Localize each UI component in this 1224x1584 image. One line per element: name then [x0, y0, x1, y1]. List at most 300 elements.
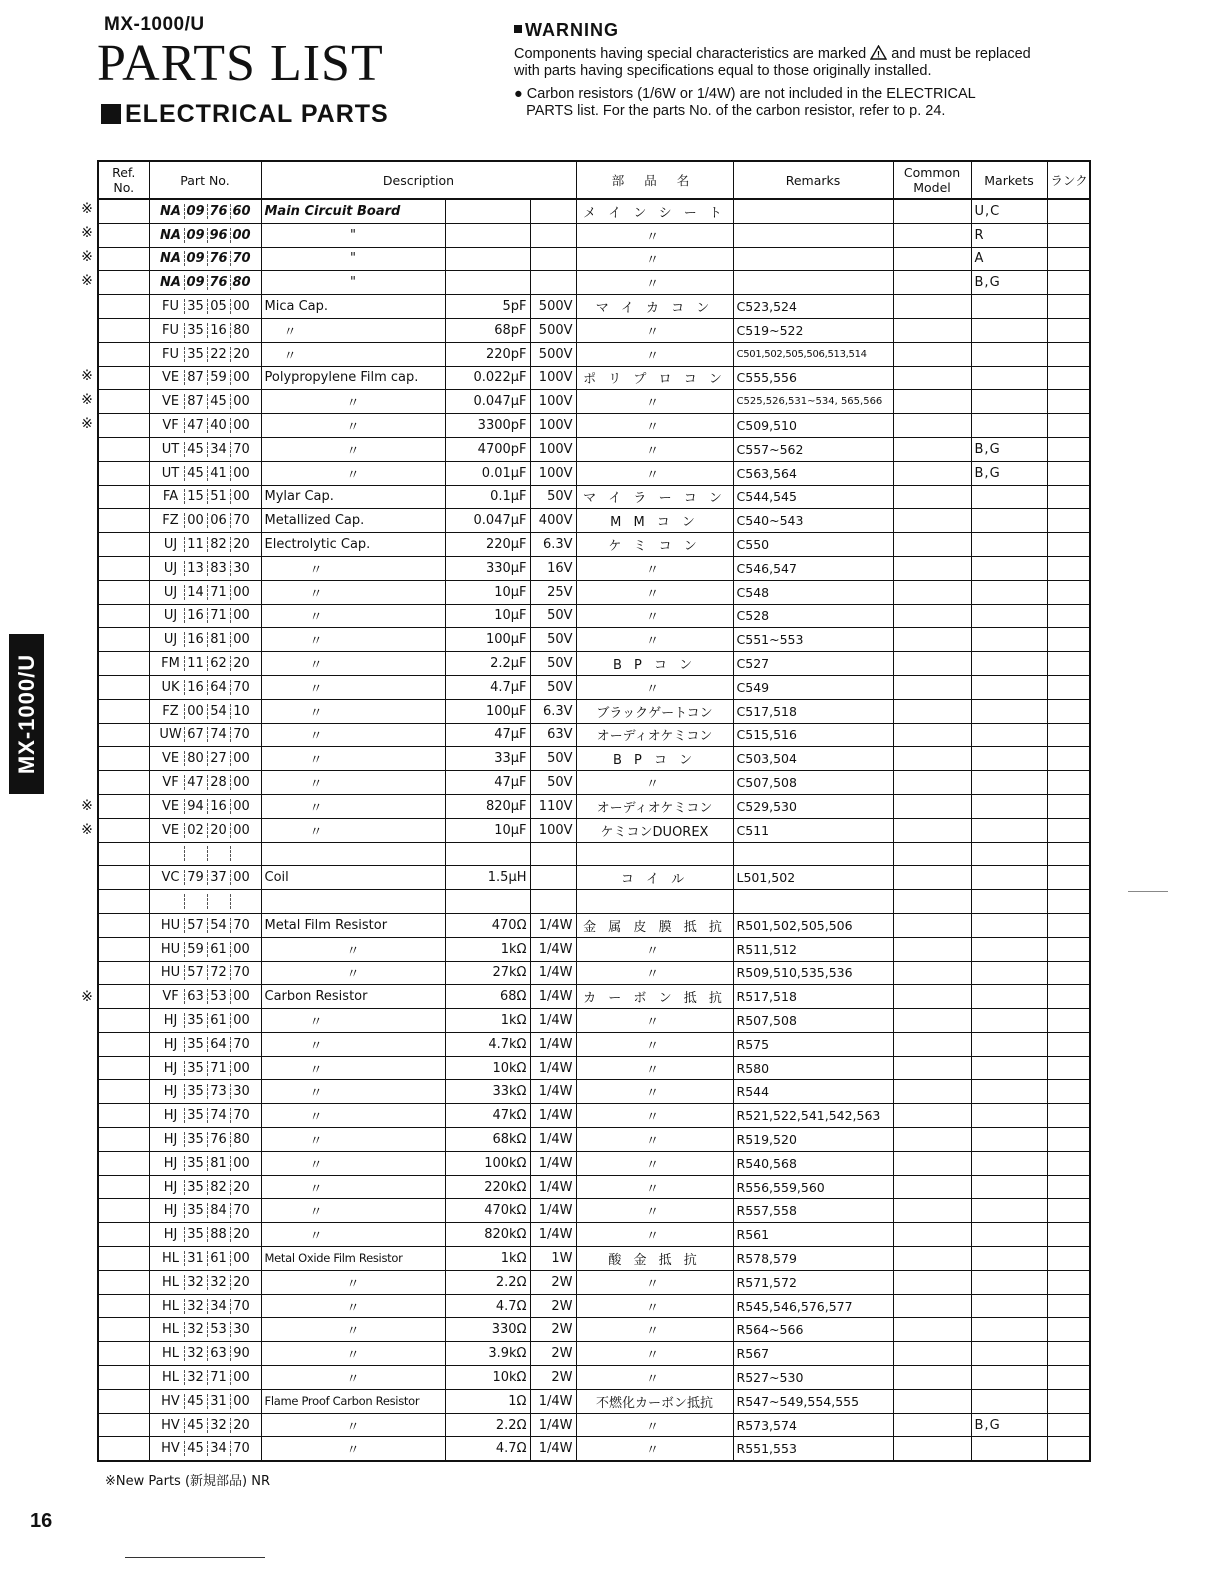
ref-cell: [98, 723, 149, 747]
rating: 1/4W: [530, 1009, 576, 1033]
col-part: Part No.: [149, 161, 261, 199]
table-row: [98, 366, 1090, 390]
description: 〃: [261, 1175, 445, 1199]
value: [445, 247, 530, 271]
warning-heading-text: WARNING: [525, 20, 619, 40]
remarks: [733, 271, 893, 295]
common-model: [893, 1223, 971, 1247]
part-number-segment: 34: [207, 1299, 230, 1314]
markets: [971, 675, 1047, 699]
japanese-name: 〃: [576, 556, 733, 580]
rank: [1047, 580, 1090, 604]
part-number-segment: 02: [184, 823, 207, 838]
part-number-segment: 76: [207, 204, 230, 219]
part-number-segment: 61: [207, 1251, 230, 1266]
part-number: [149, 794, 261, 818]
part-number: [149, 842, 261, 866]
remarks: R580: [733, 1056, 893, 1080]
value: [445, 842, 530, 866]
markets: [971, 556, 1047, 580]
japanese-name: 〃: [576, 1270, 733, 1294]
common-model: [893, 509, 971, 533]
markets: B,G: [971, 437, 1047, 461]
description: Metal Film Resistor: [261, 913, 445, 937]
value: 10kΩ: [445, 1366, 530, 1390]
common-model: [893, 1199, 971, 1223]
part-number-segment: VF: [162, 418, 179, 434]
part-number-segment: 00: [230, 823, 253, 838]
part-number-segment: HL: [161, 1274, 180, 1290]
markets: [971, 937, 1047, 961]
part-number-segment: 70: [230, 918, 253, 933]
japanese-name: ケミコンDUOREX: [576, 818, 733, 842]
rating: 50V: [530, 485, 576, 509]
part-number: [149, 1223, 261, 1247]
rank: [1047, 842, 1090, 866]
table-row: [98, 461, 1090, 485]
part-number-segment: 20: [230, 1180, 253, 1195]
part-number-segment: VF: [162, 775, 179, 791]
description: 〃: [261, 1318, 445, 1342]
part-number: [149, 1342, 261, 1366]
japanese-name: 〃: [576, 604, 733, 628]
common-model: [893, 1104, 971, 1128]
remarks: R509,510,535,536: [733, 961, 893, 985]
square-bullet-icon: [101, 104, 121, 124]
remarks: [733, 890, 893, 914]
japanese-name: 〃: [576, 771, 733, 795]
part-number-segment: 35: [184, 1013, 207, 1028]
japanese-name: 〃: [576, 1294, 733, 1318]
description: ": [261, 247, 445, 271]
markets: [971, 1199, 1047, 1223]
part-number-segment: 31: [207, 1394, 230, 1409]
new-part-mark: ※: [81, 368, 93, 385]
ref-cell: [98, 1318, 149, 1342]
ref-cell: [98, 199, 149, 223]
rating: [530, 199, 576, 223]
remarks: R557,558: [733, 1199, 893, 1223]
description: 〃: [261, 1270, 445, 1294]
parts-table: [97, 160, 1091, 1462]
rank: [1047, 699, 1090, 723]
japanese-name: 〃: [576, 1437, 733, 1461]
japanese-name: 〃: [576, 1199, 733, 1223]
part-number-segment: [158, 846, 184, 861]
ref-cell: [98, 509, 149, 533]
value: 0.022μF: [445, 366, 530, 390]
rank: [1047, 1294, 1090, 1318]
rating: 500V: [530, 295, 576, 319]
part-number-segment: 00: [230, 632, 253, 647]
description: 〃: [261, 390, 445, 414]
part-number-segment: HV: [161, 1441, 180, 1457]
col-jp: 部 品 名: [576, 161, 733, 199]
part-number: [149, 961, 261, 985]
table-row: [98, 1104, 1090, 1128]
part-number-segment: 15: [184, 489, 207, 504]
rating: 50V: [530, 652, 576, 676]
japanese-name: [576, 842, 733, 866]
rank: [1047, 1056, 1090, 1080]
description: [261, 842, 445, 866]
remarks: C509,510: [733, 414, 893, 438]
value: 2.2μF: [445, 652, 530, 676]
table-row: [98, 414, 1090, 438]
warning-triangle-icon: [870, 45, 887, 60]
footnote: ※New Parts (新規部品) NR: [105, 1474, 270, 1489]
table-row: [98, 604, 1090, 628]
part-number-segment: NA: [160, 251, 181, 267]
rating: 100V: [530, 461, 576, 485]
part-number-segment: 76: [207, 275, 230, 290]
part-number-segment: 27: [207, 751, 230, 766]
table-row: [98, 1437, 1090, 1461]
common-model: [893, 580, 971, 604]
rank: [1047, 1199, 1090, 1223]
description: 〃: [261, 818, 445, 842]
part-number-segment: HJ: [163, 1108, 178, 1124]
part-number-segment: 16: [207, 799, 230, 814]
part-number: [149, 437, 261, 461]
part-number-segment: 35: [184, 299, 207, 314]
part-number: [149, 556, 261, 580]
markets: U,C: [971, 199, 1047, 223]
table-row: [98, 1032, 1090, 1056]
part-number-segment: HV: [161, 1417, 180, 1433]
remarks: R517,518: [733, 985, 893, 1009]
remarks: R501,502,505,506: [733, 913, 893, 937]
markets: [971, 414, 1047, 438]
part-number-segment: 20: [207, 823, 230, 838]
part-number-segment: HJ: [163, 1036, 178, 1052]
square-bullet-icon: [514, 25, 522, 33]
rank: [1047, 223, 1090, 247]
remarks: C511: [733, 818, 893, 842]
part-number: [149, 866, 261, 890]
ref-cell: [98, 937, 149, 961]
ref-cell: [98, 747, 149, 771]
ref-cell: [98, 961, 149, 985]
value: 33kΩ: [445, 1080, 530, 1104]
part-number: [149, 366, 261, 390]
rating: [530, 842, 576, 866]
part-number-segment: 28: [207, 775, 230, 790]
warning-heading: [514, 20, 1084, 41]
common-model: [893, 414, 971, 438]
japanese-name: メ イ ン シ ー ト: [576, 199, 733, 223]
part-number-segment: 00: [230, 394, 253, 409]
part-number: [149, 771, 261, 795]
col-markets: Markets: [971, 161, 1047, 199]
rank: [1047, 1223, 1090, 1247]
part-number-segment: 53: [207, 1322, 230, 1337]
description: 〃: [261, 1032, 445, 1056]
rank: [1047, 1080, 1090, 1104]
part-number-segment: FM: [161, 656, 180, 672]
table-row: [98, 771, 1090, 795]
value: 820kΩ: [445, 1223, 530, 1247]
part-number-segment: 70: [230, 1037, 253, 1052]
ref-cell: [98, 1366, 149, 1390]
ref-cell: [98, 271, 149, 295]
part-number-segment: 64: [207, 1037, 230, 1052]
part-number-segment: 20: [230, 347, 253, 362]
table-row: [98, 1270, 1090, 1294]
rating: 2W: [530, 1342, 576, 1366]
ref-cell: [98, 1223, 149, 1247]
part-number-segment: 20: [230, 1418, 253, 1433]
part-number-segment: 45: [184, 1441, 207, 1456]
common-model: [893, 1056, 971, 1080]
part-number-segment: 31: [184, 1251, 207, 1266]
description: 〃: [261, 1009, 445, 1033]
common-model: [893, 675, 971, 699]
table-row: [98, 675, 1090, 699]
japanese-name: 〃: [576, 1128, 733, 1152]
rating: [530, 223, 576, 247]
part-number-segment: 59: [184, 942, 207, 957]
part-number-segment: 00: [230, 228, 253, 243]
part-number: [149, 485, 261, 509]
rating: 100V: [530, 437, 576, 461]
part-number-segment: 70: [230, 965, 253, 980]
part-number: [149, 509, 261, 533]
part-number-segment: 90: [230, 1346, 253, 1361]
part-number-segment: 61: [207, 1013, 230, 1028]
table-row: [98, 1175, 1090, 1199]
description: 〃: [261, 556, 445, 580]
part-number-segment: 71: [207, 585, 230, 600]
rating: 100V: [530, 414, 576, 438]
description: 〃: [261, 318, 445, 342]
value: 68Ω: [445, 985, 530, 1009]
part-number-segment: 00: [230, 1370, 253, 1385]
description: 〃: [261, 675, 445, 699]
part-number-segment: [207, 894, 230, 909]
part-number-segment: 35: [184, 1180, 207, 1195]
japanese-name: 〃: [576, 342, 733, 366]
part-number-segment: FU: [162, 346, 179, 362]
part-number-segment: 63: [207, 1346, 230, 1361]
ref-cell: [98, 1389, 149, 1413]
ref-cell: [98, 485, 149, 509]
common-model: [893, 437, 971, 461]
table-row: [98, 1389, 1090, 1413]
japanese-name: 〃: [576, 414, 733, 438]
part-number-segment: 51: [207, 489, 230, 504]
description: 〃: [261, 1437, 445, 1461]
table-row: [98, 1009, 1090, 1033]
markets: [971, 1389, 1047, 1413]
rank: [1047, 556, 1090, 580]
table-row: [98, 390, 1090, 414]
divider: [1128, 891, 1168, 892]
part-number-segment: UJ: [163, 537, 178, 553]
ref-cell: [98, 1009, 149, 1033]
value: 10kΩ: [445, 1056, 530, 1080]
ref-cell: [98, 1199, 149, 1223]
common-model: [893, 485, 971, 509]
common-model: [893, 271, 971, 295]
table-row: [98, 533, 1090, 557]
rank: [1047, 961, 1090, 985]
ref-cell: [98, 675, 149, 699]
remarks: R507,508: [733, 1009, 893, 1033]
markets: [971, 1437, 1047, 1461]
part-number-segment: 37: [207, 870, 230, 885]
remarks: C525,526,531~534, 565,566: [733, 390, 893, 414]
part-number-segment: 62: [207, 656, 230, 671]
remarks: [733, 842, 893, 866]
value: 0.01μF: [445, 461, 530, 485]
ref-cell: [98, 342, 149, 366]
part-number-segment: 70: [230, 1203, 253, 1218]
part-number-segment: 45: [184, 1394, 207, 1409]
new-part-mark: ※: [81, 391, 93, 408]
part-number-segment: 00: [230, 299, 253, 314]
part-number-segment: 20: [230, 537, 253, 552]
ref-cell: [98, 652, 149, 676]
ref-cell: [98, 1413, 149, 1437]
col-ref: Ref. No.: [98, 161, 149, 199]
part-number: [149, 1437, 261, 1461]
part-number-segment: 35: [184, 1084, 207, 1099]
ref-cell: [98, 842, 149, 866]
part-number-segment: HV: [161, 1393, 180, 1409]
part-number-segment: HU: [160, 941, 181, 957]
markets: [971, 318, 1047, 342]
rank: [1047, 509, 1090, 533]
part-number-segment: HJ: [163, 1084, 178, 1100]
table-row: [98, 1080, 1090, 1104]
rating: [530, 271, 576, 295]
part-number-segment: 09: [184, 275, 207, 290]
part-number: [149, 604, 261, 628]
part-number-segment: 54: [207, 704, 230, 719]
table-row: [98, 223, 1090, 247]
part-number-segment: 20: [230, 1275, 253, 1290]
japanese-name: ポ リ プ ロ コ ン: [576, 366, 733, 390]
part-number-segment: UJ: [163, 608, 178, 624]
part-number-segment: 34: [207, 442, 230, 457]
description: 〃: [261, 1366, 445, 1390]
rank: [1047, 247, 1090, 271]
part-number-segment: 71: [207, 608, 230, 623]
ref-cell: [98, 985, 149, 1009]
japanese-name: 〃: [576, 1366, 733, 1390]
part-number: [149, 1009, 261, 1033]
part-number-segment: 81: [207, 632, 230, 647]
common-model: [893, 699, 971, 723]
remarks: C555,556: [733, 366, 893, 390]
part-number-segment: 00: [230, 1061, 253, 1076]
remarks: C557~562: [733, 437, 893, 461]
rating: 1/4W: [530, 1151, 576, 1175]
description: 〃: [261, 461, 445, 485]
section-heading: [101, 100, 389, 129]
japanese-name: B P コ ン: [576, 747, 733, 771]
ref-cell: [98, 366, 149, 390]
table-row: [98, 818, 1090, 842]
part-number-segment: 81: [207, 1156, 230, 1171]
ref-cell: [98, 628, 149, 652]
markets: [971, 342, 1047, 366]
rank: [1047, 366, 1090, 390]
rank: [1047, 1175, 1090, 1199]
japanese-name: 〃: [576, 1080, 733, 1104]
value: 100kΩ: [445, 1151, 530, 1175]
markets: [971, 604, 1047, 628]
part-number-segment: 10: [230, 704, 253, 719]
part-number-segment: 45: [207, 394, 230, 409]
part-number-segment: 00: [230, 608, 253, 623]
common-model: [893, 771, 971, 795]
part-number-segment: 35: [184, 323, 207, 338]
value: 0.047μF: [445, 509, 530, 533]
rating: 50V: [530, 675, 576, 699]
description: Carbon Resistor: [261, 985, 445, 1009]
part-number-segment: 09: [184, 204, 207, 219]
part-number-segment: 14: [184, 585, 207, 600]
part-number-segment: [230, 894, 253, 909]
markets: [971, 533, 1047, 557]
common-model: [893, 461, 971, 485]
part-number-segment: 80: [230, 1132, 253, 1147]
value: 1kΩ: [445, 1009, 530, 1033]
table-row: [98, 1342, 1090, 1366]
value: 0.1μF: [445, 485, 530, 509]
common-model: [893, 913, 971, 937]
col-remarks: Remarks: [733, 161, 893, 199]
remarks: [733, 223, 893, 247]
description: 〃: [261, 723, 445, 747]
value: 0.047μF: [445, 390, 530, 414]
warning-bullet1: Carbon resistors (1/6W or 1/4W) are not included in the ELECTRICAL: [526, 86, 976, 102]
part-number-segment: 41: [207, 466, 230, 481]
part-number-segment: HL: [161, 1346, 180, 1362]
description: Electrolytic Cap.: [261, 533, 445, 557]
description: 〃: [261, 1342, 445, 1366]
table-row: [98, 628, 1090, 652]
value: 27kΩ: [445, 961, 530, 985]
rating: 1/4W: [530, 1389, 576, 1413]
part-number-segment: UT: [161, 465, 180, 481]
part-number: [149, 937, 261, 961]
part-number-segment: 09: [184, 228, 207, 243]
rating: 100V: [530, 390, 576, 414]
remarks: R511,512: [733, 937, 893, 961]
common-model: [893, 390, 971, 414]
part-number-segment: UJ: [163, 632, 178, 648]
common-model: [893, 1080, 971, 1104]
remarks: C523,524: [733, 295, 893, 319]
japanese-name: 〃: [576, 1413, 733, 1437]
part-number: [149, 1080, 261, 1104]
part-number: [149, 1056, 261, 1080]
value: 100μF: [445, 628, 530, 652]
remarks: L501,502: [733, 866, 893, 890]
table-row: [98, 318, 1090, 342]
description: 〃: [261, 747, 445, 771]
warning-line2: with parts having specifications equal to those originally installed.: [514, 63, 932, 79]
common-model: [893, 1247, 971, 1271]
part-number-segment: 13: [184, 561, 207, 576]
col-common: Common Model: [893, 161, 971, 199]
common-model: [893, 366, 971, 390]
part-number-segment: 20: [230, 1227, 253, 1242]
remarks: C503,504: [733, 747, 893, 771]
